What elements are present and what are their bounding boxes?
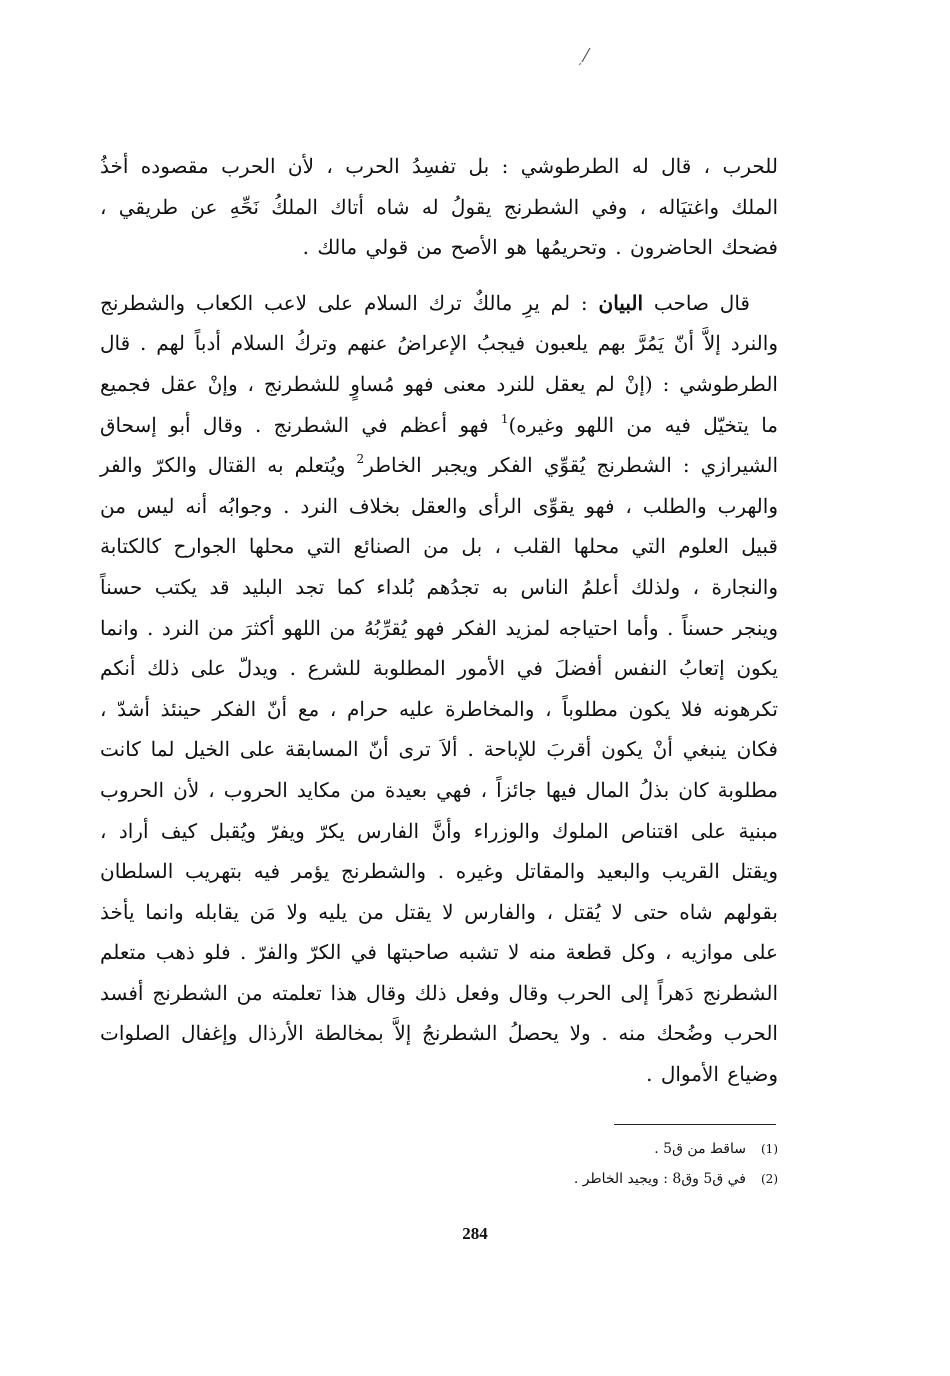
footnote-1 [400, 1134, 778, 1164]
paragraph-segment: ويُتعلم به القتال والكرّ والفر والهرب والطلب ، فهو يقوِّى الرأى والعقل بخلاف النرد . وجوابُه أنه ليس من قبيل العلوم التي محلها القلب ، بل من الصنائع التي محلها الجوارح كالكتابة والنجارة ، ولذلك أعلمُ الناس به تجدُهم بُلداء كما تجد البليد قد يكتب حسناً وينجر حسناً . وأما احتياجه لمزيد الفكر فهو يُقرِّبُهُ من اللهو أكثرَ من النرد . وانما يكون إتعابُ النفس أفضلَ في الأمور المطلوبة للشرع . ويدلّ على ذلك أنكم تكرهونه فلا يكون مطلوباً ، والمخاطرة عليه حرام ، مع أنّ الفكر حينئذ أشدّ ، فكان ينبغي أنْ يكون أقربَ للإباحة . ألاَ ترى أنّ المسابقة على الخيل لما كانت مطلوبة كان بذلُ المال فيها جائزاً ، فهي بعيدة من مكايد الحروب ، لأن الحروب مبنية على اقتناص الملوك والوزراء وأنَّ الفارس يكرّ ويفرّ ويُقبل كيف أراد ، ويقتل القريب والبعيد والمقاتل وغيره . والشطرنج يؤمر فيه بتهريب السلطان بقولهم شاه حتى لا يُقتل ، والفارس لا يقتل من يليه ولا مَن يقابله وانما يأخذ على موازيه ، وكل قطعة منه لا تشبه صاحبتها في الكرّ والفرّ . فلو ذهب متعلم الشطرنج دَهراً إلى الحرب وقال وفعل ذلك وقال هذا تعلمته من الشطرنج أفسد الحرب وضُحك منه . ولا يحصلُ الشطرنجُ إلاَّ بمخالطة الأرذال وإغفال الصلوات وضياع الأموال . [100, 453, 778, 1087]
footnote-divider [614, 1124, 776, 1125]
footnote-number: (1) [760, 1142, 778, 1156]
footnote-number: (2) [760, 1172, 778, 1186]
paragraph-segment: : لم يرِ مالكٌ ترك السلام على لاعب الكعاب والشطرنج والنرد إلاَّ أنّ يَمُرَّ بهم يلعبون فيجبُ الإعراضُ عنهم وتركُ السلام أدباً لهم . قال الطرطوشي : (إنْ لم يعقل للنرد معنى فهو مُساوٍ للشطرنج ، وإنْ عقل فجميع ما يتخيّل فيه من اللهو وغيره) [100, 290, 778, 437]
pen-mark-icon [578, 46, 592, 66]
paragraph-2 [100, 283, 778, 1095]
footnote-text: ساقط من ق5 . [654, 1141, 746, 1157]
footnote-reference: 1 [500, 411, 509, 426]
paragraph-1 [100, 146, 778, 268]
body-text [100, 146, 778, 1095]
page-number: 284 [462, 1224, 488, 1243]
footnotes [400, 1134, 778, 1194]
footnote-reference: 2 [356, 452, 365, 467]
footnote-text: في ق5 وق8 : ويجيد الخاطر . [573, 1171, 746, 1187]
paragraph-segment: فهو أعظم في الشطرنج . وقال أبو إسحاق الشيرازي : الشطرنج يُقوِّي الفكر ويجبر الخاطر [100, 412, 779, 478]
speaker-name: البيان [598, 290, 644, 315]
paragraph-intro: قال صاحب [653, 290, 750, 315]
footnote-2 [400, 1164, 778, 1194]
paragraph-text: للحرب ، قال له الطرطوشي : بل تفسِدُ الحرب ، لأن الحرب مقصوده أخذُ الملك واغتيَاله ، وفي الشطرنج يقولُ له شاه أتاك الملكُ نَحِّهِ عن طريقي ، فضحك الحاضرون . وتحريمُها هو الأصح من قولي مالك . [100, 154, 778, 260]
